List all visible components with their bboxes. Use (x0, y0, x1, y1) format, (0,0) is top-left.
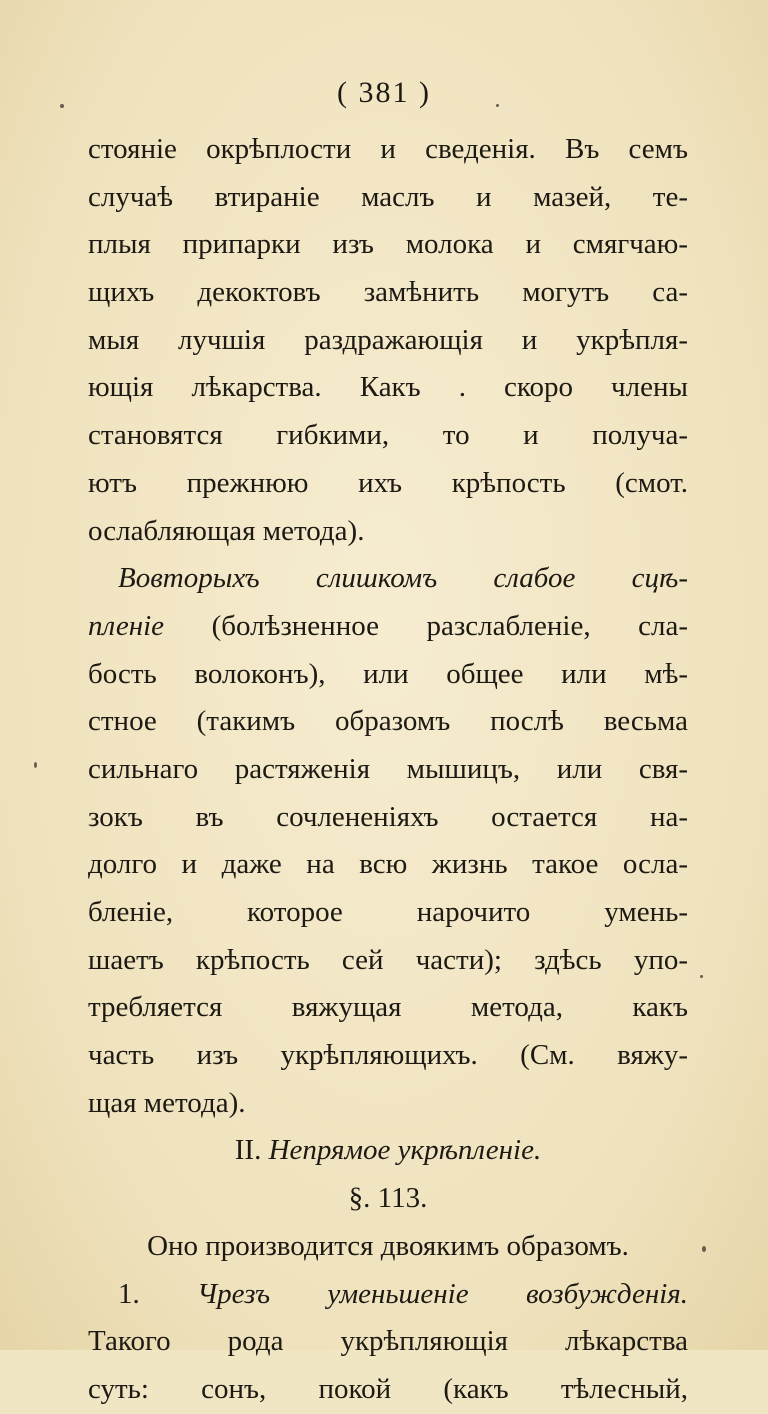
page-number: ( 381 ) (337, 76, 431, 109)
text-line: плыя припарки изъ молока и смягчаю- (88, 228, 688, 261)
body-text (88, 126, 688, 1414)
text-line: Оно производится двоякимъ образомъ. (147, 1229, 629, 1262)
section-heading (88, 1127, 688, 1175)
text-line: Такого рода укрѣпляющiя лѣкарства (88, 1325, 688, 1358)
paragraph-number: §. 113. (348, 1182, 428, 1215)
text-line: ютъ прежнюю ихъ крѣпость (смот. (88, 466, 688, 499)
heading-numeral: II. (234, 1134, 262, 1167)
heading-title: Непрямое укрѣпленiе. (268, 1134, 542, 1167)
text-line: щихъ декоктовъ замѣнить могутъ са- (88, 276, 688, 309)
subsection-heading (88, 1271, 688, 1319)
text-line: сильнаго растяженiя мышицъ, или свя- (88, 752, 688, 785)
text-line: стное (такимъ образомъ послѣ весьма (88, 705, 688, 738)
text-line: бость волоконъ), или общее или мѣ- (88, 657, 688, 690)
text-line-mixed (88, 603, 688, 651)
text-line: шаетъ крѣпость сей части); здѣсь упо- (88, 943, 688, 976)
text-line: требляется вяжущая метода, какъ (88, 991, 688, 1024)
italic-word: пленiе (88, 609, 165, 642)
paper-speck (496, 104, 499, 107)
paper-speck (700, 975, 703, 978)
text-line: часть изъ укрѣпляющихъ. (См. вяжу- (88, 1039, 688, 1072)
paper-speck (60, 104, 64, 108)
text-line: становятся гибкими, то и получа- (88, 419, 688, 452)
text-line: бленiе, которое нарочито умень- (88, 896, 688, 928)
text-line: мыя лучшiя раздражающiя и укрѣпля- (88, 323, 688, 356)
text-line: ослабляющая метода). (88, 514, 365, 547)
text-line: ющiя лѣкарства. Какъ . скоро члены (88, 371, 688, 404)
subsection-numeral: 1. (118, 1277, 140, 1310)
subsection-title: Чрезъ уменьшенiе возбужденiя. (197, 1277, 688, 1310)
line-rest: (болѣзненное разслабленiе, сла- (164, 609, 688, 642)
paper-speck (702, 1246, 706, 1252)
text-line: случаѣ втиранiе маслъ и мазей, те- (88, 180, 688, 213)
text-line: суть: сонъ, покой (какъ тѣлесный, (88, 1372, 688, 1405)
paper-speck (34, 762, 37, 768)
text-line: щая метода). (88, 1086, 246, 1119)
text-line-italic: Вовторыхъ слишкомъ слабое сцѣ- (118, 562, 688, 595)
text-line: стоянiе окрѣплости и сведенiя. Въ семъ (88, 133, 688, 165)
text-line: долго и даже на всю жизнь такое осла- (88, 848, 688, 881)
text-line: зокъ въ сочлененiяхъ остается на- (88, 800, 688, 833)
